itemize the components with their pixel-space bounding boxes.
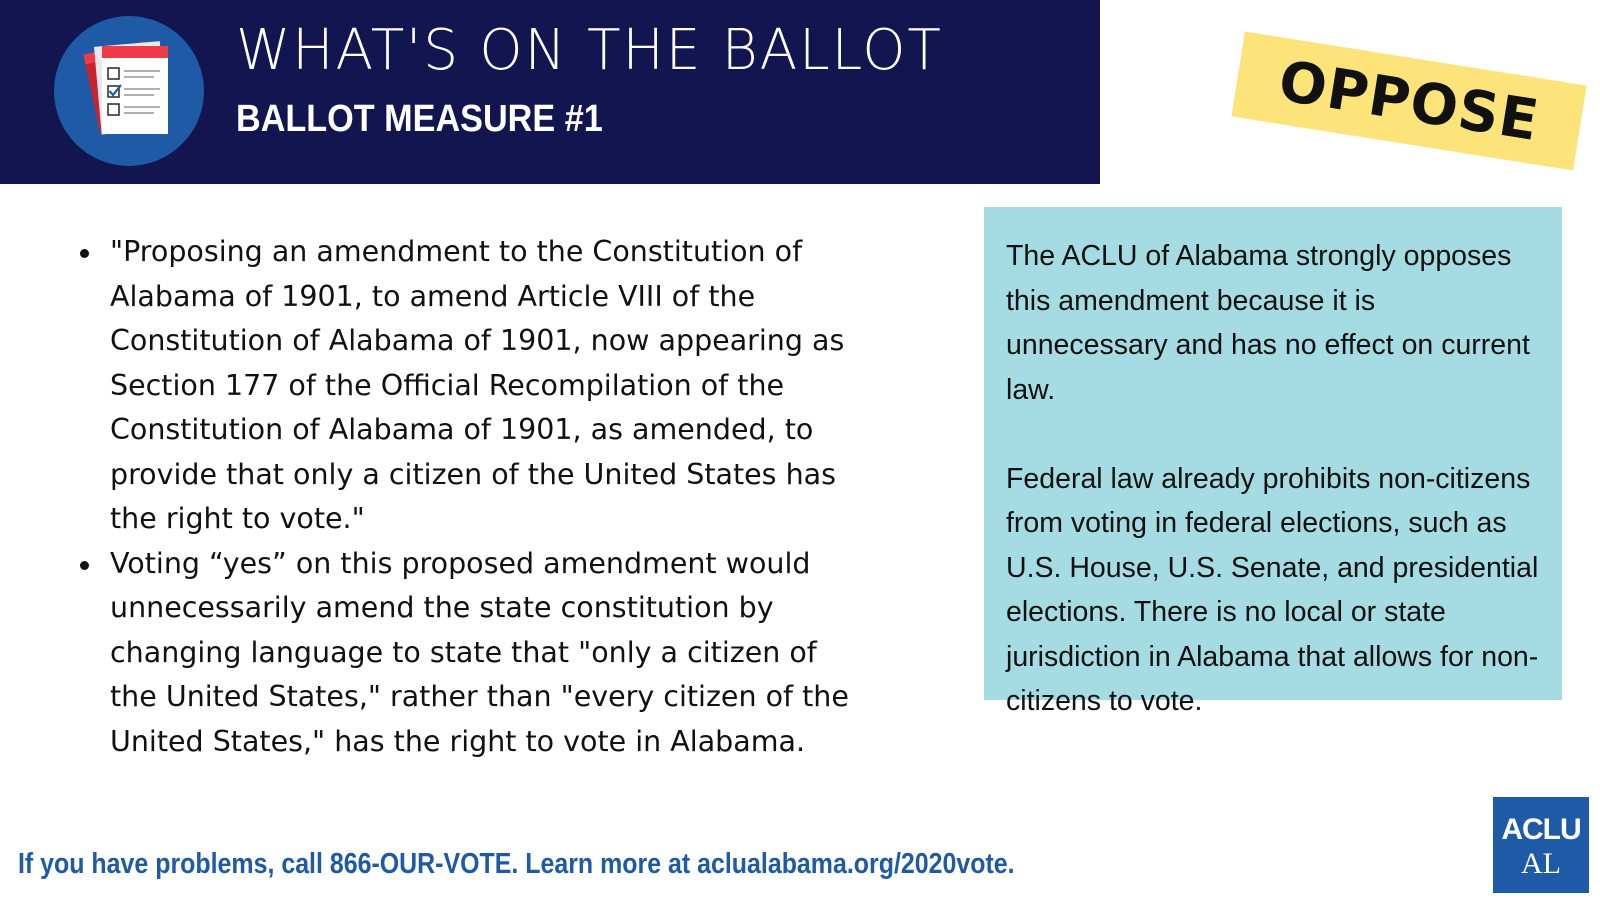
page-title: WHAT'S ON THE BALLOT <box>236 18 943 83</box>
ballot-checklist-icon <box>54 16 204 166</box>
stance-badge <box>1231 31 1586 170</box>
header-banner <box>0 0 1100 184</box>
list-item: Voting “yes” on this proposed amendment would unnecessarily amend the state constitution by changing language to state that "only a citizen of the United States," rather than "every citizen of the United States," has the right to vote in Alabama. <box>72 542 872 765</box>
stance-label: OPPOSE <box>1274 48 1544 154</box>
footer-info: If you have problems, call 866-OUR-VOTE. Learn more at aclualabama.org/2020vote. <box>18 848 1015 880</box>
page-subtitle: BALLOT MEASURE #1 <box>236 98 603 140</box>
aclu-logo-top: ACLU <box>1501 813 1581 846</box>
list-item: "Proposing an amendment to the Constitution of Alabama of 1901, to amend Article VIII of the Constitution of Alabama of 1901, now appearing as Section 177 of the Official Recompilation of the Constitution of Alabama of 1901, as amended, to provide that only a citizen of the United States has the right to vote." <box>72 230 872 542</box>
aclu-logo-bottom: AL <box>1521 847 1561 880</box>
measure-bullet-list <box>72 230 872 764</box>
position-paragraph: Federal law already prohibits non-citizens from voting in federal elections, such as U.S. House, U.S. Senate, and presidential elections. There is no local or state jurisdiction in Alabama that allows for non-citizens to vote. <box>1006 462 1539 717</box>
aclu-position-panel <box>984 207 1562 717</box>
aclu-logo <box>1493 797 1589 893</box>
position-paragraph: The ACLU of Alabama strongly opposes this amendment because it is unnecessary and has no effect on current law. <box>1006 240 1530 406</box>
